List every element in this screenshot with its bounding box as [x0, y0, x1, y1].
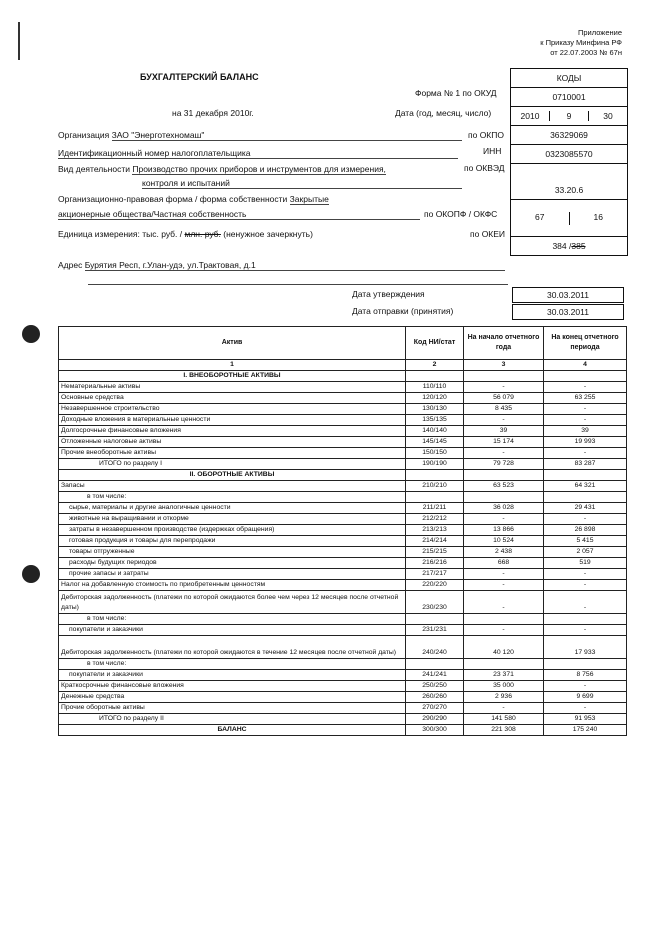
row-end-value: 26 898: [544, 525, 627, 536]
row-end-value: 2 057: [544, 547, 627, 558]
row-end-value: 17 933: [544, 636, 627, 659]
okfs-code: 16: [569, 212, 628, 225]
balance-table: [58, 326, 627, 736]
row-code: 150/150: [406, 448, 464, 459]
row-name: в том числе:: [59, 659, 406, 670]
row-name: БАЛАНС: [59, 725, 406, 736]
row-name: затраты в незавершенном производстве (издержках обращения): [59, 525, 406, 536]
row-start-value: 8 435: [464, 404, 544, 415]
appendix-line: Приложение: [578, 28, 622, 37]
row-name: ИТОГО по разделу I: [59, 459, 406, 470]
row-code: 212/212: [406, 514, 464, 525]
row-name: Налог на добавленную стоимость по приобретенным ценностям: [59, 580, 406, 591]
okei-code: [511, 236, 627, 255]
row-code: 216/216: [406, 558, 464, 569]
row-start-value: 221 308: [464, 725, 544, 736]
table-row: [59, 681, 627, 692]
row-end-value: 64 321: [544, 481, 627, 492]
row-code: 135/135: [406, 415, 464, 426]
row-end-value: [544, 492, 627, 503]
row-code: 217/217: [406, 569, 464, 580]
unit-row: [58, 229, 313, 239]
row-code: 290/290: [406, 714, 464, 725]
empty-cell: [406, 470, 464, 481]
activity-row: [58, 164, 386, 174]
table-row: [59, 580, 627, 591]
org-row: [58, 130, 462, 141]
empty-cell: [464, 470, 544, 481]
col-header-code: Код НИ/стат: [406, 327, 464, 360]
row-start-value: -: [464, 580, 544, 591]
codes-box: [510, 68, 628, 256]
row-code: 270/270: [406, 703, 464, 714]
row-end-value: 91 953: [544, 714, 627, 725]
section-title: II. ОБОРОТНЫЕ АКТИВЫ: [59, 470, 406, 481]
okopf-code: 67: [535, 211, 545, 222]
colnum: 4: [544, 360, 627, 371]
unit-note: (ненужное зачеркнуть): [220, 229, 313, 239]
table-row: [59, 415, 627, 426]
row-code: 220/220: [406, 580, 464, 591]
address-value: Бурятия Респ, г.Улан-удэ, ул.Трактовая, д.1: [85, 260, 505, 271]
row-code: 241/241: [406, 670, 464, 681]
empty-cell: [544, 371, 627, 382]
table-row: [59, 426, 627, 437]
legal-value: Закрытые: [289, 194, 329, 204]
address-extra-line: [88, 284, 508, 285]
table-row: [59, 525, 627, 536]
row-end-value: [544, 659, 627, 670]
row-end-value: -: [544, 569, 627, 580]
col-header-start: На начало отчетного года: [464, 327, 544, 360]
row-code: 300/300: [406, 725, 464, 736]
document-title: БУХГАЛТЕРСКИЙ БАЛАНС: [140, 72, 259, 82]
row-code: 120/120: [406, 393, 464, 404]
inn-code-label: ИНН: [483, 146, 502, 156]
report-period: на 31 декабря 2010г.: [172, 108, 254, 118]
sent-date: 30.03.2011: [512, 304, 624, 320]
row-start-value: 2 438: [464, 547, 544, 558]
row-name: Основные средства: [59, 393, 406, 404]
row-code: 250/250: [406, 681, 464, 692]
row-name: покупатели и заказчики: [59, 670, 406, 681]
row-code: [406, 492, 464, 503]
row-start-value: 63 523: [464, 481, 544, 492]
sent-label: Дата отправки (принятия): [352, 306, 454, 316]
punch-hole-bottom: [22, 565, 40, 583]
row-name: Запасы: [59, 481, 406, 492]
row-code: 214/214: [406, 536, 464, 547]
activity-value: Производство прочих приборов и инструментов для измерения,: [132, 164, 386, 174]
okved-label: по ОКВЭД: [464, 163, 505, 173]
date-day: 30: [588, 111, 627, 121]
row-start-value: -: [464, 514, 544, 525]
row-start-value: 40 120: [464, 636, 544, 659]
row-name: Нематериальные активы: [59, 382, 406, 393]
row-end-value: -: [544, 382, 627, 393]
total-row: [59, 714, 627, 725]
row-code: 145/145: [406, 437, 464, 448]
row-start-value: [464, 614, 544, 625]
table-row: [59, 614, 627, 625]
row-end-value: -: [544, 448, 627, 459]
okei-value: 384 /: [552, 241, 572, 251]
row-name: Краткосрочные финансовые вложения: [59, 681, 406, 692]
row-end-value: -: [544, 591, 627, 614]
row-start-value: -: [464, 569, 544, 580]
row-name: в том числе:: [59, 614, 406, 625]
col-header-end: На конец отчетного периода: [544, 327, 627, 360]
table-row: [59, 636, 627, 659]
empty-cell: [544, 470, 627, 481]
row-name: Прочие оборотные активы: [59, 703, 406, 714]
row-start-value: -: [464, 448, 544, 459]
inn-label: Идентификационный номер налогоплательщика: [58, 148, 458, 159]
table-row: [59, 437, 627, 448]
row-code: 130/130: [406, 404, 464, 415]
row-name: прочие запасы и затраты: [59, 569, 406, 580]
address-row: [58, 260, 505, 271]
row-name: Доходные вложения в материальные ценности: [59, 415, 406, 426]
okud-code: 0710001: [511, 87, 627, 106]
row-name: Прочие внеоборотные активы: [59, 448, 406, 459]
section-row: [59, 470, 627, 481]
row-end-value: -: [544, 625, 627, 636]
table-row: [59, 670, 627, 681]
row-start-value: -: [464, 415, 544, 426]
okei-label: по ОКЕИ: [470, 229, 506, 239]
row-start-value: 79 728: [464, 459, 544, 470]
row-name: расходы будущих периодов: [59, 558, 406, 569]
row-name: ИТОГО по разделу II: [59, 714, 406, 725]
colnum: 1: [59, 360, 406, 371]
table-row: [59, 558, 627, 569]
row-end-value: 519: [544, 558, 627, 569]
table-row: [59, 692, 627, 703]
colnum: 2: [406, 360, 464, 371]
okpo-label: по ОКПО: [468, 130, 504, 140]
date-month: 9: [549, 111, 588, 121]
row-start-value: -: [464, 382, 544, 393]
table-row: [59, 703, 627, 714]
row-code: 140/140: [406, 426, 464, 437]
row-start-value: 23 371: [464, 670, 544, 681]
section-title: I. ВНЕОБОРОТНЫЕ АКТИВЫ: [59, 371, 406, 382]
report-date-code: [511, 106, 627, 125]
okved-code: 33.20.6: [511, 163, 627, 199]
row-end-value: -: [544, 580, 627, 591]
table-row: [59, 481, 627, 492]
table-row: [59, 448, 627, 459]
row-start-value: -: [464, 625, 544, 636]
row-start-value: 15 174: [464, 437, 544, 448]
colnum: 3: [464, 360, 544, 371]
table-row: [59, 569, 627, 580]
row-name: Долгосрочные финансовые вложения: [59, 426, 406, 437]
row-start-value: 668: [464, 558, 544, 569]
row-name: Незавершенное строительство: [59, 404, 406, 415]
table-row: [59, 547, 627, 558]
row-code: [406, 614, 464, 625]
row-end-value: 19 993: [544, 437, 627, 448]
codes-header: КОДЫ: [556, 73, 582, 83]
empty-cell: [406, 371, 464, 382]
section-row: [59, 371, 627, 382]
row-end-value: 63 255: [544, 393, 627, 404]
appendix-line: к Приказу Минфина РФ: [540, 38, 622, 47]
row-code: 110/110: [406, 382, 464, 393]
row-code: 213/213: [406, 525, 464, 536]
activity-label: Вид деятельности: [58, 164, 130, 174]
table-colnum-row: [59, 360, 627, 371]
okpo-code: 36329069: [511, 125, 627, 144]
address-label: Адрес: [58, 260, 83, 270]
row-code: 231/231: [406, 625, 464, 636]
form-label: Форма № 1 по ОКУД: [415, 88, 497, 98]
row-name: в том числе:: [59, 492, 406, 503]
table-row: [59, 591, 627, 614]
approval-label: Дата утверждения: [352, 289, 425, 299]
date-year: 2010: [520, 111, 540, 121]
row-name: покупатели и заказчики: [59, 625, 406, 636]
activity-value-line2: контроля и испытаний: [142, 178, 462, 189]
table-row: [59, 536, 627, 547]
okei-struck-value: 385: [571, 241, 586, 251]
row-code: 215/215: [406, 547, 464, 558]
total-row: [59, 459, 627, 470]
table-row: [59, 514, 627, 525]
appendix-line: от 22.07.2003 № 67н: [550, 48, 622, 57]
row-end-value: 5 415: [544, 536, 627, 547]
row-end-value: -: [544, 514, 627, 525]
table-row: [59, 725, 627, 736]
org-label: Организация: [58, 130, 110, 140]
table-row: [59, 625, 627, 636]
appendix-note: [540, 28, 622, 58]
approval-date: 30.03.2011: [512, 287, 624, 303]
table-row: [59, 382, 627, 393]
row-end-value: 175 240: [544, 725, 627, 736]
row-start-value: -: [464, 703, 544, 714]
date-label: Дата (год, месяц, число): [395, 108, 492, 118]
unit-struck: млн. руб.: [184, 229, 221, 239]
unit-label: Единица измерения: тыс. руб. /: [58, 229, 185, 239]
row-start-value: 2 936: [464, 692, 544, 703]
row-name: Дебиторская задолженность (платежи по которой ожидаются более чем через 12 месяцев после отчетной даты): [59, 591, 406, 614]
row-name: товары отгруженные: [59, 547, 406, 558]
col-header-asset: Актив: [59, 327, 406, 360]
row-name: сырье, материалы и другие аналогичные ценности: [59, 503, 406, 514]
legal-row: [58, 194, 329, 204]
table-row: [59, 492, 627, 503]
row-code: [406, 659, 464, 670]
row-start-value: 56 079: [464, 393, 544, 404]
row-name: готовая продукция и товары для перепродажи: [59, 536, 406, 547]
row-name: Денежные средства: [59, 692, 406, 703]
row-end-value: -: [544, 703, 627, 714]
row-end-value: -: [544, 681, 627, 692]
legal-value-line2: акционерные общества/Частная собственность: [58, 209, 420, 220]
row-end-value: 9 699: [544, 692, 627, 703]
table-header-row: [59, 327, 627, 360]
okopf-label: по ОКОПФ / ОКФС: [424, 209, 498, 219]
okopf-okfs-code: [511, 199, 627, 236]
row-end-value: 39: [544, 426, 627, 437]
row-code: 230/230: [406, 591, 464, 614]
legal-label: Организационно-правовая форма / форма собственности: [58, 194, 288, 204]
punch-hole-top: [22, 325, 40, 343]
row-start-value: 36 028: [464, 503, 544, 514]
row-start-value: 35 000: [464, 681, 544, 692]
row-code: 190/190: [406, 459, 464, 470]
table-row: [59, 404, 627, 415]
empty-cell: [464, 371, 544, 382]
scan-mark: [18, 22, 20, 60]
row-code: 240/240: [406, 636, 464, 659]
row-end-value: 83 287: [544, 459, 627, 470]
table-row: [59, 659, 627, 670]
row-start-value: 13 866: [464, 525, 544, 536]
inn-code: 0323085570: [511, 144, 627, 163]
row-name: животные на выращивании и откорме: [59, 514, 406, 525]
org-name: ЗАО "Энерготехномаш": [112, 130, 462, 141]
row-end-value: 8 756: [544, 670, 627, 681]
row-end-value: -: [544, 404, 627, 415]
row-start-value: 141 580: [464, 714, 544, 725]
row-start-value: 39: [464, 426, 544, 437]
row-start-value: -: [464, 591, 544, 614]
row-name: Дебиторская задолженность (платежи по которой ожидаются в течение 12 месяцев после отчетной даты): [59, 636, 406, 659]
row-end-value: [544, 614, 627, 625]
row-code: 260/260: [406, 692, 464, 703]
table-row: [59, 503, 627, 514]
row-end-value: 29 431: [544, 503, 627, 514]
row-code: 210/210: [406, 481, 464, 492]
row-code: 211/211: [406, 503, 464, 514]
row-end-value: -: [544, 415, 627, 426]
row-start-value: [464, 659, 544, 670]
row-name: Отложенные налоговые активы: [59, 437, 406, 448]
table-row: [59, 393, 627, 404]
row-start-value: 10 524: [464, 536, 544, 547]
row-start-value: [464, 492, 544, 503]
